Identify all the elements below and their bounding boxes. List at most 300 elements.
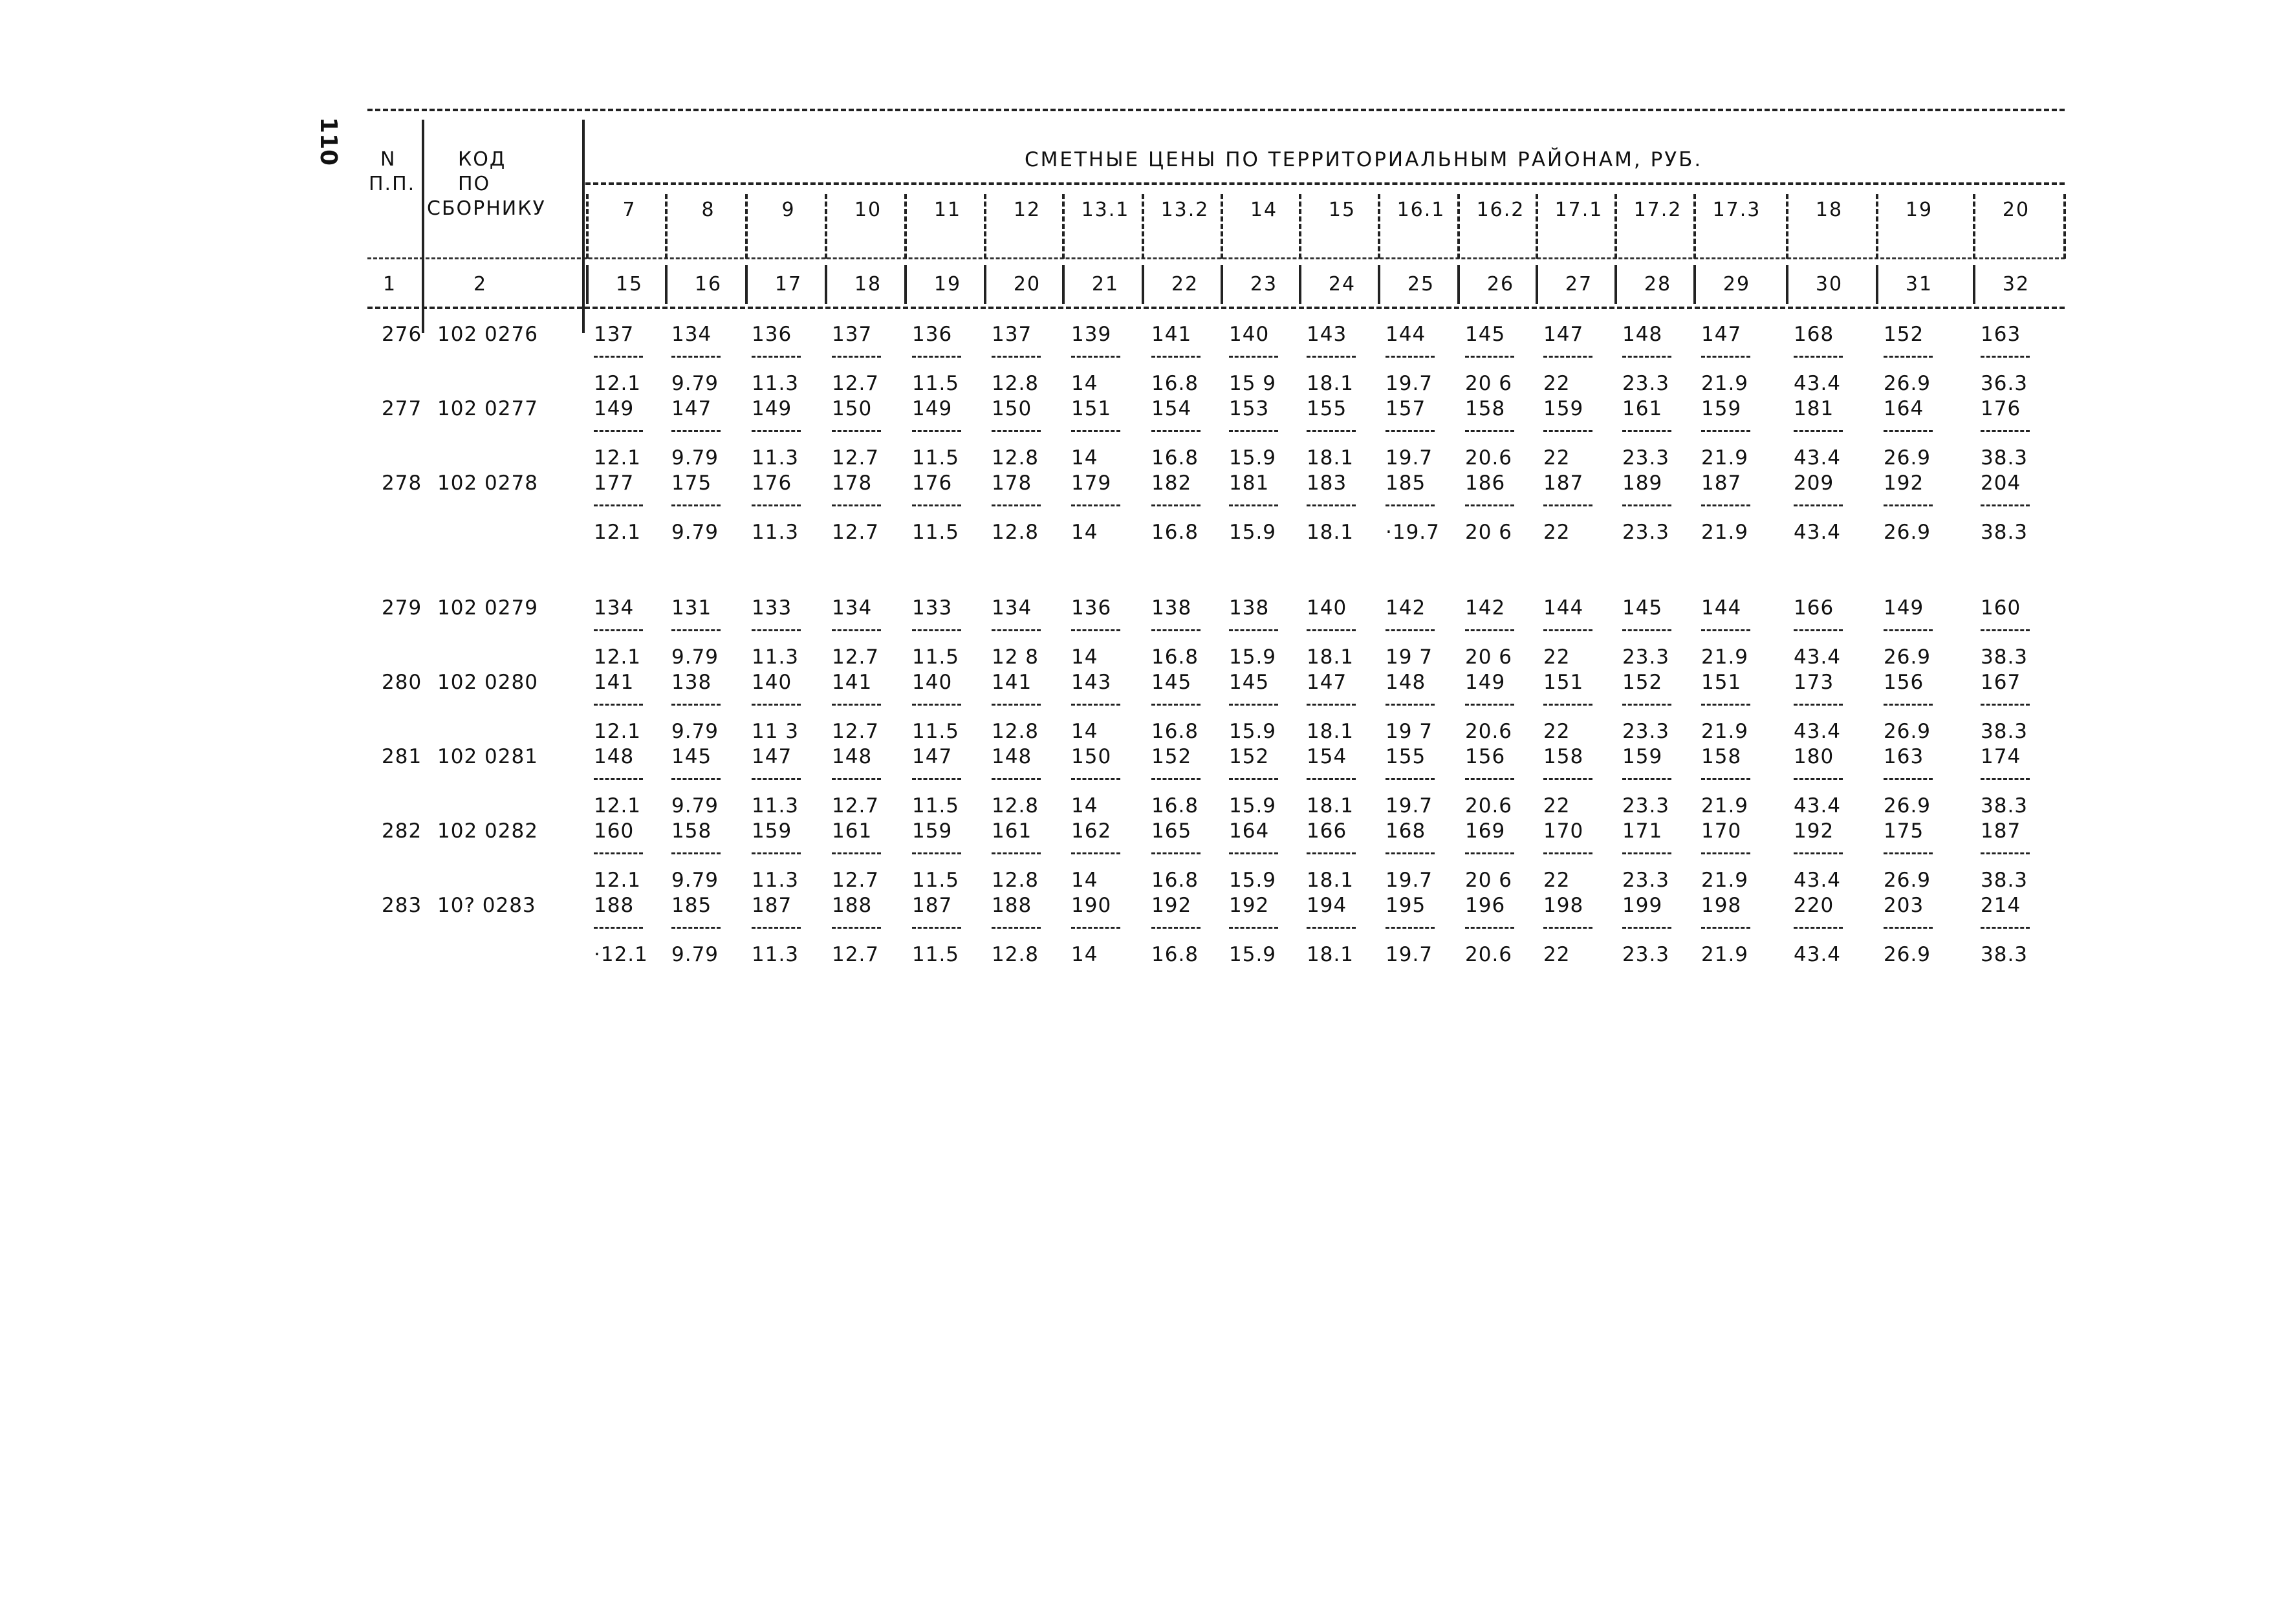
price-unit: 38.3 xyxy=(1981,943,2028,966)
district-separator xyxy=(1457,194,1460,259)
fraction-bar xyxy=(1071,852,1120,854)
district-separator xyxy=(1299,194,1301,259)
fraction-bar xyxy=(671,629,721,631)
fraction-bar xyxy=(1151,629,1201,631)
fraction-bar xyxy=(1151,356,1201,358)
price-unit: 9.79 xyxy=(671,869,719,892)
price-total: 153 xyxy=(1229,397,1270,420)
fraction-bar xyxy=(1884,927,1933,929)
price-total: 188 xyxy=(594,894,635,917)
fraction-bar xyxy=(1701,852,1750,854)
price-total: 144 xyxy=(1543,596,1584,620)
fraction-bar xyxy=(992,778,1041,780)
price-unit: 38.3 xyxy=(1981,645,2028,669)
fraction-bar xyxy=(1465,704,1514,706)
district-label: 17.1 xyxy=(1554,199,1603,221)
price-total: 192 xyxy=(1229,894,1270,917)
fraction-bar xyxy=(1981,704,2030,706)
price-unit: 15.9 xyxy=(1229,446,1277,470)
price-unit: 21.9 xyxy=(1701,645,1749,669)
fraction-bar xyxy=(594,778,643,780)
price-total: 182 xyxy=(1151,471,1192,495)
price-unit: 43.4 xyxy=(1794,794,1842,817)
price-unit: 26.9 xyxy=(1884,521,1931,544)
price-total: 162 xyxy=(1071,819,1112,843)
price-unit: 38.3 xyxy=(1981,794,2028,817)
price-total: 164 xyxy=(1229,819,1270,843)
district-label: 19 xyxy=(1905,199,1933,221)
price-total: 134 xyxy=(594,596,635,620)
price-total: 148 xyxy=(832,745,873,768)
price-unit: 38.3 xyxy=(1981,446,2028,470)
header-top-rule xyxy=(367,109,2065,111)
column-number: 20 xyxy=(1013,273,1041,296)
price-total: 220 xyxy=(1794,894,1834,917)
fraction-bar xyxy=(1465,852,1514,854)
price-unit: 22 xyxy=(1543,720,1570,743)
price-total: 198 xyxy=(1701,894,1742,917)
fraction-bar xyxy=(992,430,1041,432)
price-unit: 21.9 xyxy=(1701,372,1749,395)
price-unit: 12.8 xyxy=(992,794,1039,817)
price-total: 149 xyxy=(912,397,953,420)
price-unit: 16.8 xyxy=(1151,869,1199,892)
fraction-bar xyxy=(1543,704,1592,706)
fraction-bar xyxy=(752,629,801,631)
price-unit: ·12.1 xyxy=(594,943,648,966)
fraction-bar xyxy=(1884,629,1933,631)
price-total: 148 xyxy=(1386,671,1426,694)
district-separator xyxy=(825,194,827,259)
fraction-bar xyxy=(1465,927,1514,929)
fraction-bar xyxy=(912,927,961,929)
price-unit: 9.79 xyxy=(671,943,719,966)
price-unit: 43.4 xyxy=(1794,446,1842,470)
price-total: 157 xyxy=(1386,397,1426,420)
fraction-bar xyxy=(1622,430,1671,432)
district-separator-end xyxy=(2063,194,2066,259)
price-total: 176 xyxy=(1981,397,2021,420)
price-unit: 23.3 xyxy=(1622,720,1670,743)
price-total: 147 xyxy=(1307,671,1347,694)
district-label: 18 xyxy=(1815,199,1843,221)
column-number-separator xyxy=(586,265,589,304)
price-unit: 14 xyxy=(1071,372,1098,395)
district-label: 9 xyxy=(781,199,796,221)
price-unit: ·19.7 xyxy=(1386,521,1440,544)
price-total: 163 xyxy=(1884,745,1924,768)
price-total: 169 xyxy=(1465,819,1506,843)
price-unit: 12.7 xyxy=(832,645,880,669)
fraction-bar xyxy=(1307,629,1356,631)
price-unit: 11.5 xyxy=(912,372,960,395)
price-unit: 23.3 xyxy=(1622,943,1670,966)
column-number-separator xyxy=(825,265,827,304)
column-number: 31 xyxy=(1905,273,1933,296)
fraction-bar xyxy=(594,927,643,929)
price-total: 147 xyxy=(1701,323,1742,346)
price-unit: 18.1 xyxy=(1307,720,1354,743)
price-total: 178 xyxy=(832,471,873,495)
price-total: 170 xyxy=(1543,819,1584,843)
price-total: 142 xyxy=(1386,596,1426,620)
fraction-bar xyxy=(594,430,643,432)
column-number-separator xyxy=(745,265,748,304)
price-total: 147 xyxy=(912,745,953,768)
price-total: 137 xyxy=(832,323,873,346)
fraction-bar xyxy=(1386,504,1435,506)
price-total: 173 xyxy=(1794,671,1834,694)
fraction-bar xyxy=(1981,356,2030,358)
fraction-bar xyxy=(1229,778,1278,780)
price-total: 180 xyxy=(1794,745,1834,768)
fraction-bar xyxy=(1981,504,2030,506)
fraction-bar xyxy=(1386,356,1435,358)
price-unit: 21.9 xyxy=(1701,446,1749,470)
fraction-bar xyxy=(1151,778,1201,780)
price-total: 148 xyxy=(1622,323,1663,346)
price-total: 140 xyxy=(1229,323,1270,346)
price-total: 151 xyxy=(1071,397,1112,420)
district-separator xyxy=(665,194,668,259)
price-unit: 18.1 xyxy=(1307,372,1354,395)
price-unit: 11.5 xyxy=(912,446,960,470)
district-separator xyxy=(984,194,986,259)
fraction-bar xyxy=(1622,629,1671,631)
fraction-bar xyxy=(1071,629,1120,631)
price-total: 154 xyxy=(1151,397,1192,420)
column-number: 24 xyxy=(1328,273,1356,296)
price-unit: 21.9 xyxy=(1701,869,1749,892)
price-total: 138 xyxy=(1229,596,1270,620)
column-number: 32 xyxy=(2002,273,2030,296)
price-unit: 36.3 xyxy=(1981,372,2028,395)
price-unit: 12.8 xyxy=(992,521,1039,544)
price-unit: 12.1 xyxy=(594,645,642,669)
fraction-bar xyxy=(1794,356,1843,358)
price-total: 167 xyxy=(1981,671,2021,694)
price-total: 149 xyxy=(1465,671,1506,694)
price-total: 143 xyxy=(1071,671,1112,694)
fraction-bar xyxy=(1981,778,2030,780)
col-divider-code xyxy=(582,120,585,333)
fraction-bar xyxy=(1794,927,1843,929)
fraction-bar xyxy=(1307,356,1356,358)
price-total: 139 xyxy=(1071,323,1112,346)
fraction-bar xyxy=(1465,778,1514,780)
fraction-bar xyxy=(1151,430,1201,432)
fraction-bar xyxy=(1307,504,1356,506)
price-unit: 23.3 xyxy=(1622,869,1670,892)
column-number-separator xyxy=(1876,265,1878,304)
district-separator xyxy=(1973,194,1975,259)
price-total: 156 xyxy=(1465,745,1506,768)
price-unit: 15.9 xyxy=(1229,794,1277,817)
fraction-bar xyxy=(1465,430,1514,432)
column-number: 17 xyxy=(774,273,803,296)
price-total: 141 xyxy=(832,671,873,694)
fraction-bar xyxy=(992,852,1041,854)
price-total: 176 xyxy=(912,471,953,495)
price-total: 192 xyxy=(1151,894,1192,917)
price-unit: 15 9 xyxy=(1229,372,1277,395)
price-unit: 20 6 xyxy=(1465,521,1513,544)
price-unit: 19.7 xyxy=(1386,794,1433,817)
price-total: 155 xyxy=(1386,745,1426,768)
fraction-bar xyxy=(992,504,1041,506)
fraction-bar xyxy=(752,778,801,780)
price-unit: 12.8 xyxy=(992,943,1039,966)
fraction-bar xyxy=(1151,504,1201,506)
price-total: 138 xyxy=(1151,596,1192,620)
price-unit: 26.9 xyxy=(1884,720,1931,743)
price-unit: 22 xyxy=(1543,521,1570,544)
fraction-bar xyxy=(1794,629,1843,631)
fraction-bar xyxy=(832,852,881,854)
price-unit: 20 6 xyxy=(1465,372,1513,395)
price-unit: 19 7 xyxy=(1386,720,1433,743)
price-total: 137 xyxy=(594,323,635,346)
fraction-bar xyxy=(1307,852,1356,854)
district-label: 8 xyxy=(701,199,715,221)
price-total: 166 xyxy=(1307,819,1347,843)
district-label: 15 xyxy=(1328,199,1356,221)
price-total: 141 xyxy=(992,671,1032,694)
price-total: 188 xyxy=(992,894,1032,917)
price-total: 178 xyxy=(992,471,1032,495)
price-unit: 43.4 xyxy=(1794,372,1842,395)
header-mid-rule xyxy=(367,257,2065,259)
fraction-bar xyxy=(1071,356,1120,358)
district-separator xyxy=(1378,194,1380,259)
fraction-bar xyxy=(1884,356,1933,358)
price-unit: 16.8 xyxy=(1151,521,1199,544)
price-unit: 11.3 xyxy=(752,794,799,817)
price-unit: 11.3 xyxy=(752,869,799,892)
fraction-bar xyxy=(1701,704,1750,706)
price-total: 147 xyxy=(752,745,792,768)
fraction-bar xyxy=(1071,504,1120,506)
price-total: 158 xyxy=(1465,397,1506,420)
price-total: 147 xyxy=(1543,323,1584,346)
price-total: 175 xyxy=(1884,819,1924,843)
fraction-bar xyxy=(1701,629,1750,631)
price-unit: 23.3 xyxy=(1622,645,1670,669)
price-unit: 12.8 xyxy=(992,372,1039,395)
district-separator xyxy=(904,194,907,259)
district-separator xyxy=(1786,194,1788,259)
fraction-bar xyxy=(1794,778,1843,780)
column-number-separator xyxy=(1614,265,1617,304)
price-total: 144 xyxy=(1386,323,1426,346)
district-label: 11 xyxy=(933,199,962,221)
price-unit: 22 xyxy=(1543,794,1570,817)
price-unit: 18.1 xyxy=(1307,794,1354,817)
fraction-bar xyxy=(1884,704,1933,706)
column-number: 18 xyxy=(854,273,882,296)
column-number: 23 xyxy=(1250,273,1278,296)
price-total: 152 xyxy=(1151,745,1192,768)
fraction-bar xyxy=(752,430,801,432)
district-separator xyxy=(1876,194,1878,259)
price-total: 196 xyxy=(1465,894,1506,917)
row-code: 102 0276 xyxy=(437,323,538,346)
price-unit: 19.7 xyxy=(1386,446,1433,470)
price-total: 189 xyxy=(1622,471,1663,495)
price-unit: 22 xyxy=(1543,943,1570,966)
price-total: 187 xyxy=(1701,471,1742,495)
fraction-bar xyxy=(1307,778,1356,780)
price-total: 185 xyxy=(1386,471,1426,495)
fraction-bar xyxy=(594,629,643,631)
fraction-bar xyxy=(1465,504,1514,506)
fraction-bar xyxy=(671,356,721,358)
price-unit: 43.4 xyxy=(1794,943,1842,966)
fraction-bar xyxy=(1151,704,1201,706)
price-unit: 21.9 xyxy=(1701,794,1749,817)
price-total: 164 xyxy=(1884,397,1924,420)
price-total: 144 xyxy=(1701,596,1742,620)
price-total: 194 xyxy=(1307,894,1347,917)
price-total: 131 xyxy=(671,596,712,620)
fraction-bar xyxy=(1386,629,1435,631)
row-number: 280 xyxy=(382,671,422,694)
fraction-bar xyxy=(992,356,1041,358)
district-label: 17.3 xyxy=(1712,199,1761,221)
district-label: 12 xyxy=(1013,199,1041,221)
fraction-bar xyxy=(594,356,643,358)
price-unit: 15.9 xyxy=(1229,720,1277,743)
fraction-bar xyxy=(671,430,721,432)
price-total: 195 xyxy=(1386,894,1426,917)
price-unit: 14 xyxy=(1071,943,1098,966)
price-unit: 38.3 xyxy=(1981,720,2028,743)
district-separator xyxy=(1693,194,1696,259)
price-total: 177 xyxy=(594,471,635,495)
price-unit: 9.79 xyxy=(671,446,719,470)
fraction-bar xyxy=(1465,629,1514,631)
row-code: 102 0281 xyxy=(437,745,538,768)
price-unit: 43.4 xyxy=(1794,869,1842,892)
fraction-bar xyxy=(1794,504,1843,506)
price-unit: 12.7 xyxy=(832,869,880,892)
price-unit: 12.8 xyxy=(992,720,1039,743)
price-unit: 19 7 xyxy=(1386,645,1433,669)
price-unit: 21.9 xyxy=(1701,521,1749,544)
price-total: 149 xyxy=(752,397,792,420)
price-total: 160 xyxy=(1981,596,2021,620)
price-total: 187 xyxy=(1543,471,1584,495)
district-separator xyxy=(586,194,589,259)
page-number: 110 xyxy=(315,116,342,166)
price-total: 151 xyxy=(1543,671,1584,694)
fraction-bar xyxy=(1229,629,1278,631)
price-unit: 18.1 xyxy=(1307,869,1354,892)
price-unit: 11.5 xyxy=(912,794,960,817)
col-divider-n xyxy=(422,120,424,333)
fraction-bar xyxy=(912,629,961,631)
price-total: 161 xyxy=(1622,397,1663,420)
fraction-bar xyxy=(1386,430,1435,432)
price-unit: 11.3 xyxy=(752,446,799,470)
fraction-bar xyxy=(671,504,721,506)
price-unit: 26.9 xyxy=(1884,446,1931,470)
price-unit: 12.1 xyxy=(594,372,642,395)
fraction-bar xyxy=(1229,852,1278,854)
table-title: СМЕТНЫЕ ЦЕНЫ ПО ТЕРРИТОРИАЛЬНЫМ РАЙОНАМ, РУБ. xyxy=(1025,148,1703,171)
fraction-bar xyxy=(1622,852,1671,854)
price-unit: 21.9 xyxy=(1701,943,1749,966)
price-unit: 15.9 xyxy=(1229,869,1277,892)
price-total: 150 xyxy=(832,397,873,420)
column-number: 25 xyxy=(1407,273,1435,296)
fraction-bar xyxy=(1307,927,1356,929)
fraction-bar xyxy=(1229,356,1278,358)
column-number: 29 xyxy=(1722,273,1751,296)
column-number: 28 xyxy=(1644,273,1672,296)
price-total: 168 xyxy=(1794,323,1834,346)
column-number: 22 xyxy=(1171,273,1199,296)
price-total: 158 xyxy=(671,819,712,843)
fraction-bar xyxy=(1386,927,1435,929)
price-total: 159 xyxy=(1701,397,1742,420)
price-total: 176 xyxy=(752,471,792,495)
row-number: 281 xyxy=(382,745,422,768)
row-code: 102 0278 xyxy=(437,471,538,495)
price-total: 145 xyxy=(1465,323,1506,346)
price-unit: 11.3 xyxy=(752,372,799,395)
fraction-bar xyxy=(1151,852,1201,854)
price-unit: 20 6 xyxy=(1465,645,1513,669)
price-unit: 18.1 xyxy=(1307,645,1354,669)
fraction-bar xyxy=(1622,356,1671,358)
price-unit: 15.9 xyxy=(1229,521,1277,544)
price-unit: 12.1 xyxy=(594,521,642,544)
price-unit: 22 xyxy=(1543,869,1570,892)
price-total: 156 xyxy=(1884,671,1924,694)
price-total: 190 xyxy=(1071,894,1112,917)
col-n-label: N xyxy=(380,148,397,171)
district-separator xyxy=(1062,194,1065,259)
district-label: 14 xyxy=(1250,199,1278,221)
district-separator xyxy=(1614,194,1617,259)
row-number: 278 xyxy=(382,471,422,495)
fraction-bar xyxy=(594,852,643,854)
fraction-bar xyxy=(832,778,881,780)
price-total: 136 xyxy=(1071,596,1112,620)
price-unit: 20.6 xyxy=(1465,446,1513,470)
price-total: 181 xyxy=(1794,397,1834,420)
price-total: 185 xyxy=(671,894,712,917)
price-unit: 16.8 xyxy=(1151,446,1199,470)
price-unit: 26.9 xyxy=(1884,943,1931,966)
price-unit: 14 xyxy=(1071,645,1098,669)
fraction-bar xyxy=(1386,778,1435,780)
fraction-bar xyxy=(1543,629,1592,631)
price-total: 140 xyxy=(1307,596,1347,620)
price-total: 192 xyxy=(1884,471,1924,495)
price-unit: 14 xyxy=(1071,720,1098,743)
fraction-bar xyxy=(832,356,881,358)
price-total: 179 xyxy=(1071,471,1112,495)
price-unit: 23.3 xyxy=(1622,446,1670,470)
price-unit: 26.9 xyxy=(1884,869,1931,892)
price-unit: 14 xyxy=(1071,869,1098,892)
fraction-bar xyxy=(1071,927,1120,929)
fraction-bar xyxy=(1884,778,1933,780)
column-number-separator xyxy=(1062,265,1065,304)
price-unit: 12.7 xyxy=(832,720,880,743)
